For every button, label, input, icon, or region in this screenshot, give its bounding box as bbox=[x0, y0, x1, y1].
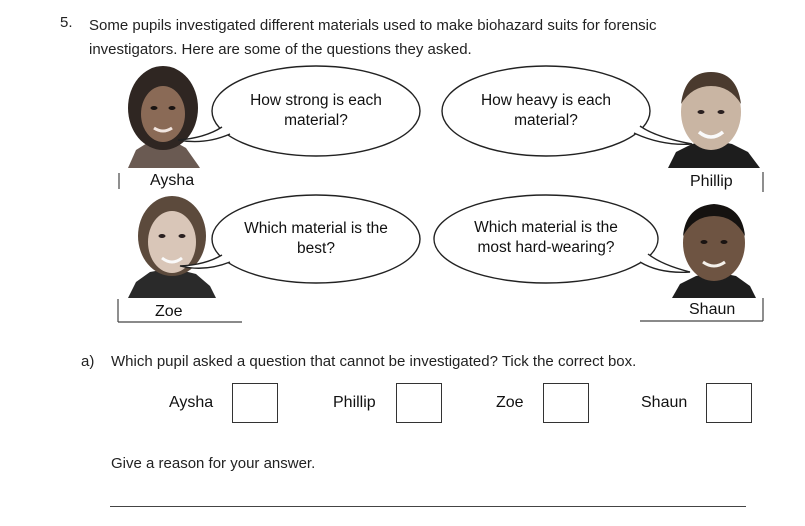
option-zoe-label: Zoe bbox=[496, 394, 524, 411]
question-number: 5. bbox=[60, 14, 73, 31]
part-a-label: a) bbox=[81, 353, 95, 370]
shaun-photo bbox=[672, 204, 756, 298]
zoe-question: Which material is the best? bbox=[244, 220, 388, 257]
question-text: Some pupils investigated different materials used to make biohazard suits for forensic investigators. Here are some of the questions they asked. bbox=[89, 17, 657, 58]
reason-prompt: Give a reason for your answer. bbox=[111, 455, 316, 472]
part-a-question: Which pupil asked a question that cannot be investigated? Tick the correct box. bbox=[111, 353, 637, 370]
zoe-photo bbox=[128, 196, 216, 298]
shaun-name: Shaun bbox=[689, 301, 736, 318]
tick-box-aysha[interactable] bbox=[232, 383, 278, 423]
shaun-question: Which material is the most hard-wearing? bbox=[474, 219, 618, 256]
tick-box-zoe[interactable] bbox=[543, 383, 589, 423]
option-shaun-label: Shaun bbox=[641, 394, 688, 411]
phillip-photo bbox=[668, 72, 760, 168]
option-phillip-label: Phillip bbox=[333, 394, 376, 411]
tick-box-phillip[interactable] bbox=[396, 383, 442, 423]
tick-box-shaun[interactable] bbox=[706, 383, 752, 423]
phillip-question: How heavy is each material? bbox=[480, 92, 612, 129]
phillip-name: Phillip bbox=[690, 173, 733, 190]
zoe-name: Zoe bbox=[155, 303, 183, 320]
aysha-question: How strong is each material? bbox=[250, 92, 382, 129]
aysha-photo bbox=[128, 66, 200, 168]
option-aysha-label: Aysha bbox=[169, 394, 214, 411]
aysha-name: Aysha bbox=[150, 172, 195, 189]
answer-line[interactable] bbox=[110, 506, 746, 507]
